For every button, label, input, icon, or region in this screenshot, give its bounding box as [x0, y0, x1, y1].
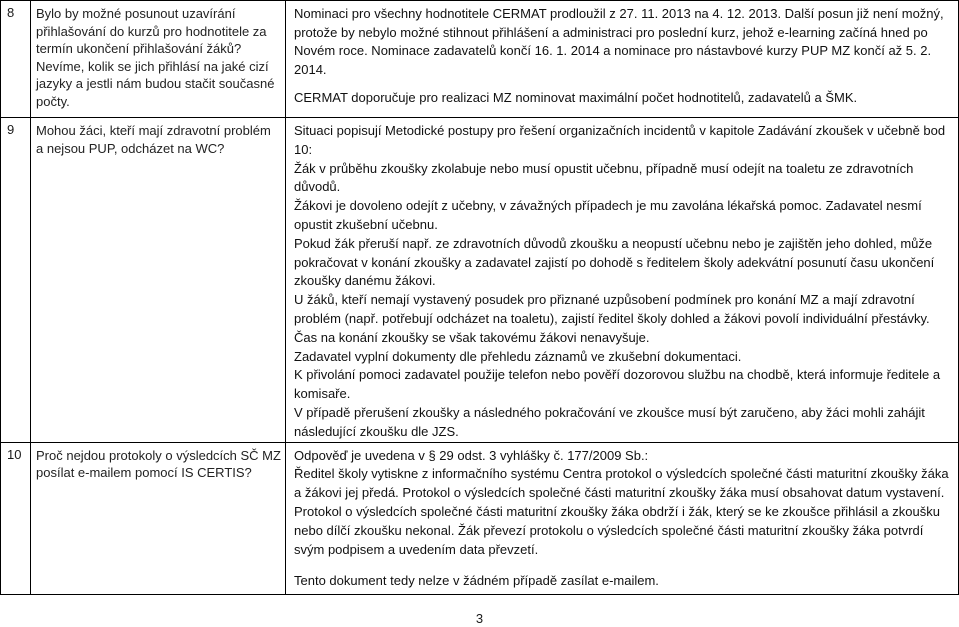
answer-paragraph: Ředitel školy vytiskne z informačního systému Centra protokol o výsledcích společné části maturitní zkoušky žáka a žákovi jej předá. Protokol o výsledcích společné části maturitní zkoušky žáka musí obsahovat datum vystavení. Protokol o výsledcích společné části maturitní zkoušky žáka obdrží i žák, který se ke zkoušce přihlásil a zkoušku nebo dílčí zkoušku nekonal. Žák převezí protokolu o výsledcích společné části maturitní zkoušky žáka potvrdí svým podpisem a uvedením data převzetí. [294, 466, 949, 557]
row-number: 10 [1, 442, 31, 594]
table-row [1, 442, 959, 594]
answer-paragraph: Žák v průběhu zkoušky zkolabuje nebo musí opustit učebnu, případně musí odejít na toaletu ze zdravotních důvodů. [294, 160, 914, 195]
answer-paragraph: Zadavatel vyplní dokumenty dle přehledu záznamů ve zkušební dokumentaci. [294, 348, 742, 364]
answer-paragraph: Tento dokument tedy nelze v žádném případě zasílat e-mailem. [294, 573, 659, 589]
answer-cell [286, 118, 959, 443]
page-number: 3 [475, 611, 484, 626]
row-number: 8 [1, 1, 31, 118]
question-cell: Bylo by možné posunout uzavírání přihlašování do kurzů pro hodnotitele za termín ukončení přihlašování žáků? Nevíme, kolik se jich přihlásí na jaké cizí jazyky a jestli nám budou stačit současné počty. [31, 1, 286, 118]
answer-paragraph: U žáků, kteří nemají vystavený posudek pro přiznané uzpůsobení podmínek pro konání MZ a mají zdravotní problém (např. potřebují odcházet na toaletu), zajistí ředitel školy dohled a žákovi povolí individuální přestávky. Čas na konání zkoušky se však takovému žákovi nenavyšuje. [294, 292, 930, 345]
answer-paragraph: V případě přerušení zkoušky a následného pokračování ve zkoušce musí být zaručeno, aby žáci mohli zahájit následující zkoušku dle JZS. [294, 404, 925, 439]
answer-paragraph: Odpověď je uvedena v § 29 odst. 3 vyhlášky č. 177/2009 Sb.: [294, 447, 649, 463]
answer-paragraph: CERMAT doporučuje pro realizaci MZ nominovat maximální počet hodnotitelů, zadavatelů a ŠMK. [294, 90, 858, 106]
table-row [1, 118, 959, 443]
answer-paragraph: Situaci popisují Metodické postupy pro řešení organizačních incidentů v kapitole Zadávání zkoušek v učebně bod 10: [294, 123, 946, 157]
answer-paragraph: K přivolání pomoci zadavatel použije telefon nebo pověří dozorovou službu na chodbě, která informuje ředitele a komisaře. [294, 367, 941, 402]
answer-cell [286, 1, 959, 118]
answer-cell [286, 442, 959, 594]
answer-paragraph: Pokud žák přeruší např. ze zdravotních důvodů zkoušku a neopustí učebnu nebo je zajištěn jeho dohled, může pokračovat v konání zkoušky a zadavatel zajistí po dohodě s ředitelem školy adekvátní posunutí času ukončení zkoušky danému žákovi. [294, 235, 935, 289]
question-cell: Mohou žáci, kteří mají zdravotní problém a nejsou PUP, odcházet na WC? [31, 118, 286, 443]
answer-paragraph: Žákovi je dovoleno odejít z učebny, v závažných případech je mu zavolána lékařská pomoc. Zadavatel nesmí opustit zkušební učebnu. [294, 198, 922, 232]
table-row [1, 1, 959, 118]
question-cell: Proč nejdou protokoly o výsledcích SČ MZ posílat e-mailem pomocí IS CERTIS? [31, 442, 286, 594]
row-number: 9 [1, 118, 31, 443]
answer-paragraph: Nominaci pro všechny hodnotitele CERMAT prodloužil z 27. 11. 2013 na 4. 12. 2013. Další posun již není možný, protože by nebylo možné stihnout přihlášení a administraci pro poslední kurz, jehož e-learning začíná hned po Novém roce. Nominace zadavatelů končí 16. 1. 2014 a nominace pro nástavbové kurzy PUP MZ končí až 5. 2. 2014. [294, 6, 944, 77]
